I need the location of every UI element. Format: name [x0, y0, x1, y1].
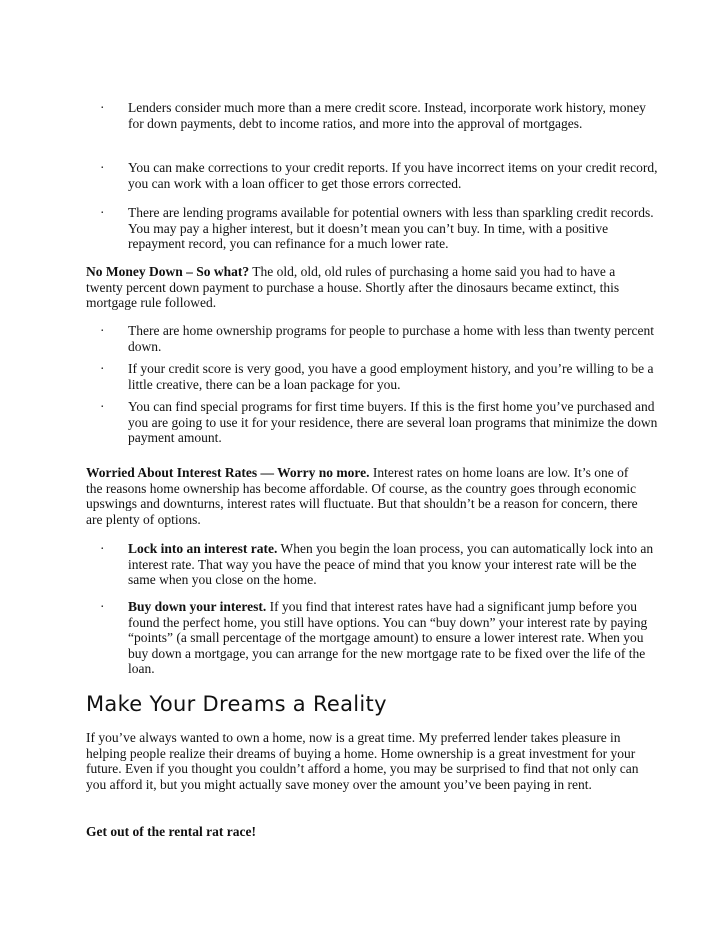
list-item	[100, 205, 660, 252]
list-item-text: You can find special programs for first time buyers. If this is the first home you’ve purchased and you are going to use it for your residence, there are several loan programs that minimize the down payment amount.	[128, 399, 658, 446]
bullet-icon: ·	[100, 541, 105, 556]
list-item-heading: Buy down your interest.	[128, 599, 267, 614]
paragraph-interest-rates	[86, 465, 646, 527]
bullet-icon: ·	[100, 323, 105, 338]
list-item-text	[128, 599, 660, 677]
list-item	[100, 599, 660, 677]
paragraph-no-money-down	[86, 264, 646, 311]
list-item	[100, 100, 660, 131]
section-heading: Make Your Dreams a Reality	[86, 692, 387, 716]
paragraph-heading: No Money Down – So what?	[86, 264, 250, 279]
list-item	[100, 399, 660, 446]
bullet-icon: ·	[100, 100, 105, 115]
bullet-icon: ·	[100, 205, 105, 220]
list-item-detail: When you begin the loan process, you can automatically lock into an interest rate. That way you have the peace of mind that you know your interest rate will be the same when you close on the home.	[128, 541, 654, 588]
list-item-text: Lenders consider much more than a mere credit score. Instead, incorporate work history, money for down payments, debt to income ratios, and more into the approval of mortgages.	[128, 100, 646, 131]
list-item	[100, 323, 660, 354]
bullet-icon: ·	[100, 361, 105, 376]
list-item-text: There are home ownership programs for people to purchase a home with less than twenty percent down.	[128, 323, 654, 354]
list-item-text: If your credit score is very good, you have a good employment history, and you’re willing to be a little creative, there can be a loan package for you.	[128, 361, 654, 392]
paragraph-dreams: If you’ve always wanted to own a home, now is a great time. My preferred lender takes pleasure in helping people realize their dreams of buying a home. Home ownership is a great investment for your future. Even if you thought you couldn’t afford a home, you may be surprised to find that not only can you afford it, but you might actually save money over the amount you’ve been paying in rent.	[86, 730, 639, 792]
paragraph-text: Interest rates on home loans are low. It’s one of the reasons home ownership has become affordable. Of course, as the country goes through economic upswings and downturns, interest rates will fluctuate. But that shouldn’t be a reason for concern, there are plenty of options.	[86, 465, 638, 527]
closing-line	[86, 824, 646, 840]
closing-text: Get out of the rental rat race!	[86, 824, 256, 839]
list-item	[100, 160, 660, 191]
list-item-heading: Lock into an interest rate.	[128, 541, 278, 556]
bullet-icon: ·	[100, 399, 105, 414]
bullet-icon: ·	[100, 160, 105, 175]
list-item-text: You can make corrections to your credit reports. If you have incorrect items on your credit record, you can work with a loan officer to get those errors corrected.	[128, 160, 658, 191]
list-item-detail: If you find that interest rates have had a significant jump before you found the perfect home, you still have options. You can “buy down” your interest rate by paying “points” (a small percentage of the mortgage amount) to ensure a lower interest rate. When you buy down a mortgage, you can arrange for the new mortgage rate to be fixed over the life of the loan.	[128, 599, 648, 677]
list-item-text: There are lending programs available for potential owners with less than sparkling credit records. You may pay a higher interest, but it doesn’t mean you can’t buy. In time, with a positive repayment record, you can refinance for a much lower rate.	[128, 205, 654, 252]
list-item	[100, 361, 660, 392]
bullet-icon: ·	[100, 599, 105, 614]
list-item	[100, 541, 660, 588]
paragraph-text: The old, old, old rules of purchasing a home said you had to have a twenty percent down payment to purchase a house. Shortly after the dinosaurs became extinct, this mortgage rule followed.	[86, 264, 620, 311]
paragraph-heading: Worried About Interest Rates — Worry no more.	[86, 465, 370, 480]
list-item-text	[128, 541, 660, 588]
